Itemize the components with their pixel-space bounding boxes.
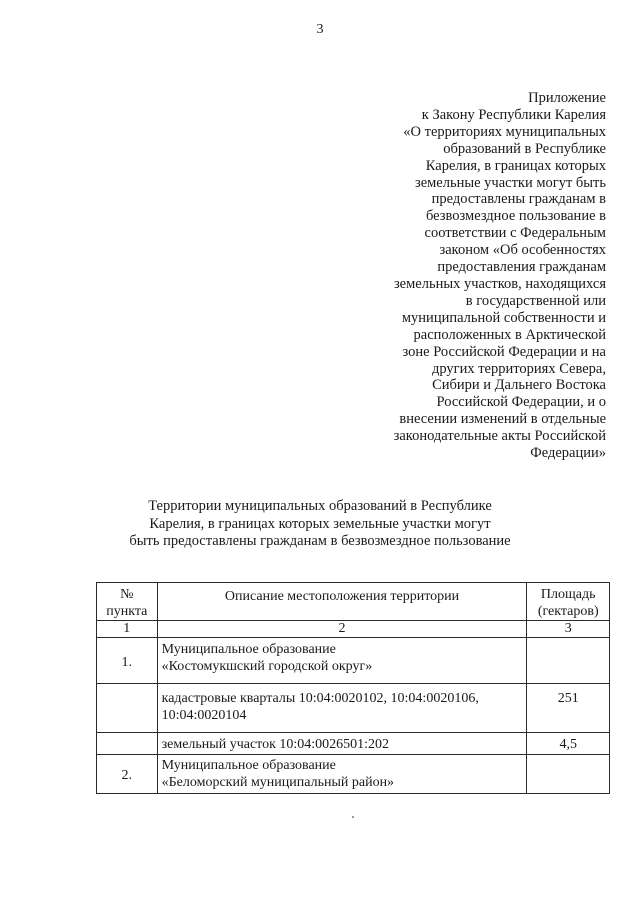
table-row	[97, 638, 610, 684]
row-number-cell: 1.	[97, 638, 158, 684]
table-row	[97, 684, 610, 733]
heading-line: быть предоставлены гражданам в безвозмездное пользование	[129, 533, 511, 549]
appendix-line: Карелия, в границах которых	[425, 157, 606, 174]
appendix-line: законодательные акты Российской	[393, 428, 606, 445]
appendix-line: расположенных в Арктической	[413, 326, 606, 343]
appendix-line: земельные участки могут быть	[414, 174, 606, 191]
column-index-cell: 3	[527, 621, 610, 638]
document-heading	[0, 498, 640, 551]
column-index-cell: 1	[97, 621, 158, 638]
appendix-line: зоне Российской Федерации и на	[402, 343, 606, 360]
row-number-cell	[97, 733, 158, 755]
table-row	[97, 733, 610, 755]
row-area-cell	[527, 755, 610, 794]
row-area-cell: 4,5	[527, 733, 610, 755]
row-description-cell: земельный участок 10:04:0026501:202	[157, 733, 527, 755]
appendix-line: внесении изменений в отдельные	[399, 411, 606, 428]
appendix-line: соответствии с Федеральным	[424, 225, 606, 242]
heading-line: Карелия, в границах которых земельные участки могут	[149, 515, 491, 532]
column-index-cell: 2	[157, 621, 527, 638]
appendix-line: законом «Об особенностях	[439, 242, 606, 259]
table-header-row	[97, 583, 610, 621]
appendix-line: других территориях Севера,	[431, 360, 606, 377]
row-area-cell	[527, 638, 610, 684]
table-row	[97, 755, 610, 794]
appendix-line: «О территориях муниципальных	[403, 123, 606, 140]
appendix-line: Приложение	[528, 90, 606, 106]
row-description-cell: Муниципальное образование «Костомукшский городской округ»	[157, 638, 527, 684]
heading-line: Территории муниципальных образований в Республике	[148, 498, 492, 514]
scan-speck	[352, 816, 354, 818]
appendix-line: муниципальной собственности и	[401, 309, 606, 326]
appendix-line: Российской Федерации, и о	[436, 394, 606, 411]
appendix-line: к Закону Республики Карелия	[421, 106, 606, 123]
column-index-row	[97, 621, 610, 638]
appendix-line: безвозмездное пользование в	[425, 208, 606, 225]
appendix-line: предоставлены гражданам в	[431, 191, 606, 208]
appendix-line: земельных участков, находящихся	[393, 275, 606, 292]
row-number-cell: 2.	[97, 755, 158, 794]
row-description-cell: кадастровые кварталы 10:04:0020102, 10:04:0020106, 10:04:0020104	[157, 684, 527, 733]
row-area-cell: 251	[527, 684, 610, 733]
appendix-line: предоставления гражданам	[437, 259, 606, 276]
appendix-line: образований в Республике	[443, 140, 606, 157]
header-area-cell: Площадь (гектаров)	[527, 583, 610, 621]
appendix-note	[366, 90, 606, 462]
header-number-cell: № пункта	[97, 583, 158, 621]
header-description-cell: Описание местоположения территории	[157, 583, 527, 621]
row-number-cell	[97, 684, 158, 733]
row-description-cell: Муниципальное образование «Беломорский муниципальный район»	[157, 755, 527, 794]
territory-table	[96, 582, 610, 794]
page-number: 3	[316, 22, 324, 37]
appendix-line: Сибири и Дальнего Востока	[432, 377, 606, 394]
appendix-line: Федерации»	[530, 445, 606, 462]
appendix-line: в государственной или	[465, 292, 606, 309]
